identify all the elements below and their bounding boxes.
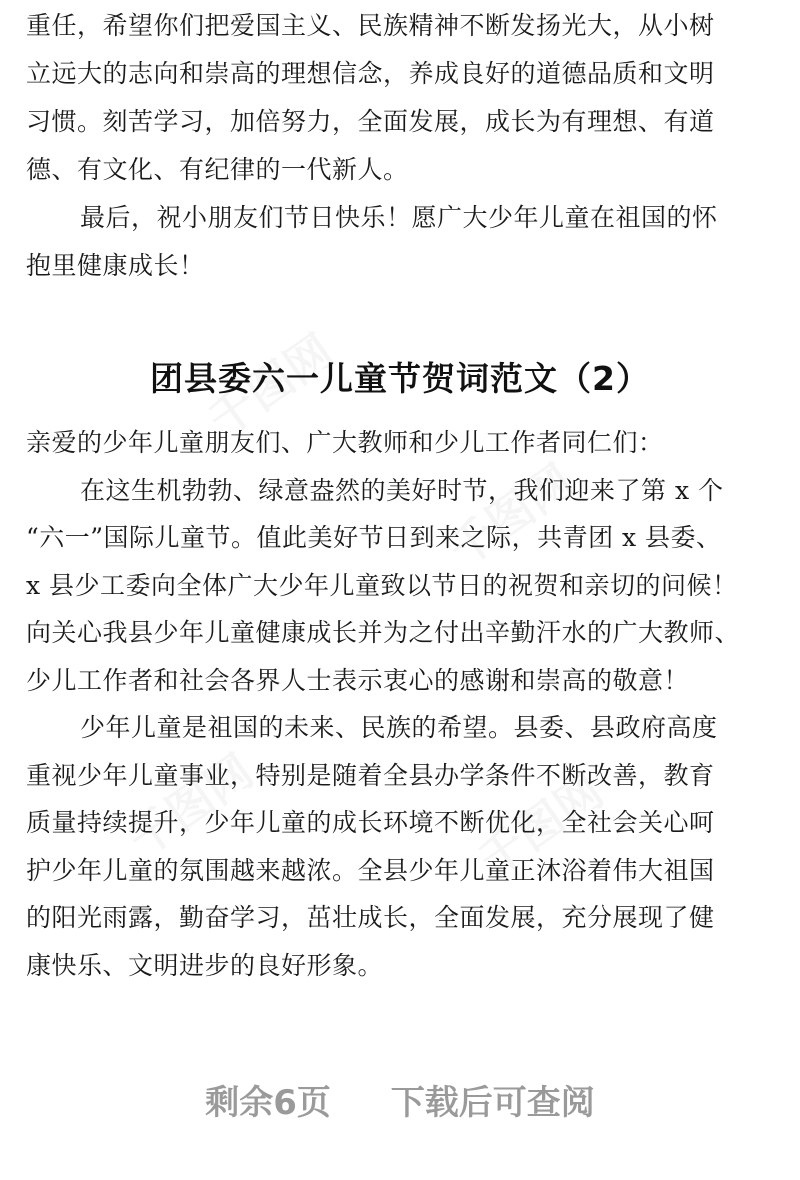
paragraph-line: 康快乐、文明进步的良好形象。 — [26, 951, 384, 980]
watermark — [114, 736, 265, 869]
paragraph-line: 少儿工作者和社会各界人士表示衷心的感谢和崇高的敬意！ — [26, 666, 690, 695]
greeting-line: 亲爱的少年儿童朋友们、广大教师和少儿工作者同仁们： — [26, 428, 664, 457]
download-to-view-label: 下载后可查阅 — [390, 1083, 595, 1123]
paragraph-line: 少年儿童是祖国的未来、民族的希望。县委、县政府高度 — [80, 713, 718, 742]
paragraph-line: 立远大的志向和崇高的理想信念，养成良好的道德品质和文明 — [26, 59, 715, 88]
paragraph-line: 重视少年儿童事业，特别是随着全县办学条件不断改善，教育 — [26, 761, 715, 790]
remaining-pages-label: 剩余6页 — [205, 1083, 331, 1123]
paragraph-line: 习惯。刻苦学习，加倍努力，全面发展，成长为有理想、有道 — [26, 107, 715, 136]
paragraph-line: 向关心我县少年儿童健康成长并为之付出辛勤汗水的广大教师、 — [26, 618, 741, 647]
paragraph-line: 的阳光雨露，勤奋学习，茁壮成长，全面发展，充分展现了健 — [26, 903, 715, 932]
paragraph-line: 最后，祝小朋友们节日快乐！愿广大少年儿童在祖国的怀 — [80, 203, 718, 232]
paragraph-line: x 县少工委向全体广大少年儿童致以节日的祝贺和亲切的问候！ — [26, 571, 738, 600]
paragraph-line: 在这生机勃勃、绿意盎然的美好时节，我们迎来了第 x 个 — [80, 476, 724, 505]
section-title: 团县委六一儿童节贺词范文（2） — [150, 359, 650, 398]
paragraph-line: 护少年儿童的氛围越来越浓。全县少年儿童正沐浴着伟大祖国 — [26, 856, 715, 885]
watermark — [434, 446, 585, 579]
paragraph-line: 重任，希望你们把爱国主义、民族精神不断发扬光大，从小树 — [26, 11, 715, 40]
paragraph-line: 质量持续提升，少年儿童的成长环境不断优化，全社会关心呵 — [26, 808, 715, 837]
download-prompt[interactable] — [0, 1080, 800, 1126]
paragraph-line: “六一”国际儿童节。值此美好节日到来之际，共青团 x 县委、 — [26, 523, 722, 552]
paragraph-line: 德、有文化、有纪律的一代新人。 — [26, 155, 409, 184]
paragraph-line: 抱里健康成长！ — [26, 251, 205, 280]
